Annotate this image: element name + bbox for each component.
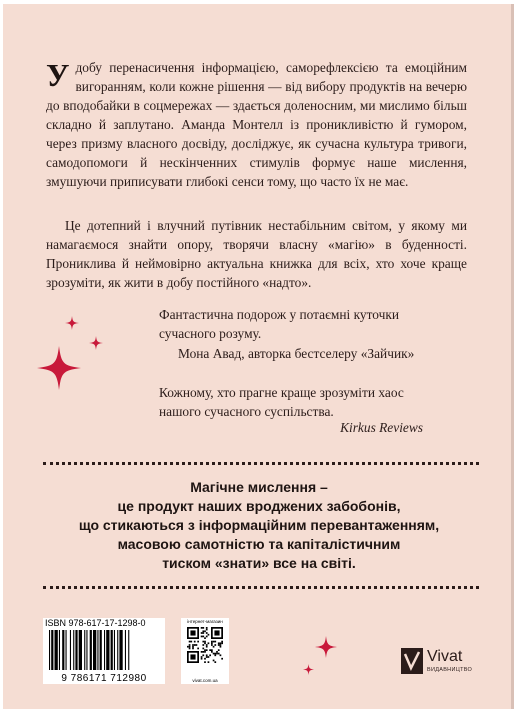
dotted-divider [43, 462, 479, 465]
qr-code-icon [187, 627, 223, 663]
highlight-line: Магічне мислення – [190, 479, 328, 495]
barcode-digits: 9 786171 712980 [61, 673, 147, 684]
quote-2-author: Kirkus Reviews [340, 420, 423, 435]
qr-url: vivat.com.ua [192, 678, 218, 683]
sparkle-large-icon [37, 346, 81, 390]
publisher-subtitle: ВИДАВНИЦТВО [427, 667, 473, 673]
quote-1-author: Мона Авад, авторка бестселеру «Зайчик» [178, 346, 415, 361]
blurb-paragraph-1-text: добу перенасичення інформацією, саморефлексією та емоційним вигоранням, коли кожне рішення — від вибору продуктів на вечерю до вподобайки в соцмережах — здається доленосним, ми мислимо більш складно й заплутано. Аманда Монтелл із проникливістю й гумором, через призму власного досвіду, досліджує, як сучасна культура тривоги, самодопомоги й нескінченних стимулів формує наше мислення, змушуючи приписувати глибокі сенси тому, що часто їх не має. [46, 60, 467, 189]
drop-cap: У [46, 57, 70, 93]
highlight-statement [63, 478, 455, 573]
blurb-paragraph-2: Це дотепний і влучний путівник нестабільним світом, у якому ми намагаємося знайти опору, творячи власну «магію» в буденності. Прониклива й неймовірно актуальна книжка для всіх, хто хоче краще зрозуміти, як жити в добу постійного «надто». [46, 218, 467, 290]
dotted-divider [43, 586, 479, 589]
qr-label: інтернет-магазин [187, 619, 223, 624]
publisher-logo [401, 646, 475, 676]
barcode-icon [49, 630, 161, 670]
highlight-line: це продукт наших вроджених забобонів, [117, 498, 401, 514]
publisher-name: Vivat [427, 648, 463, 665]
blurb-paragraph-1 [46, 58, 467, 191]
sparkle-medium-icon [315, 636, 337, 658]
highlight-line: масовою самотністю та капіталістичним [117, 536, 401, 552]
sparkle-small-icon [303, 664, 314, 675]
quote-2-text: Кожному, хто прагне краще зрозуміти хаос нашого сучасного суспільства. [159, 385, 404, 419]
isbn-barcode [43, 618, 165, 684]
highlight-line: що стикаються з інформаційним перевантаженням, [78, 517, 440, 533]
book-back-cover [3, 4, 514, 709]
highlight-line: тиском «знати» все на світі. [162, 555, 356, 571]
isbn-label: ISBN 978-617-17-1298-0 [45, 618, 146, 628]
qr-code-block [181, 618, 229, 684]
vivat-logo-icon [401, 648, 423, 674]
sparkle-small-icon [89, 336, 103, 350]
sparkle-small-icon [65, 316, 79, 330]
quote-1-text: Фантастична подорож у потаємні куточки сучасного розуму. [159, 307, 400, 341]
